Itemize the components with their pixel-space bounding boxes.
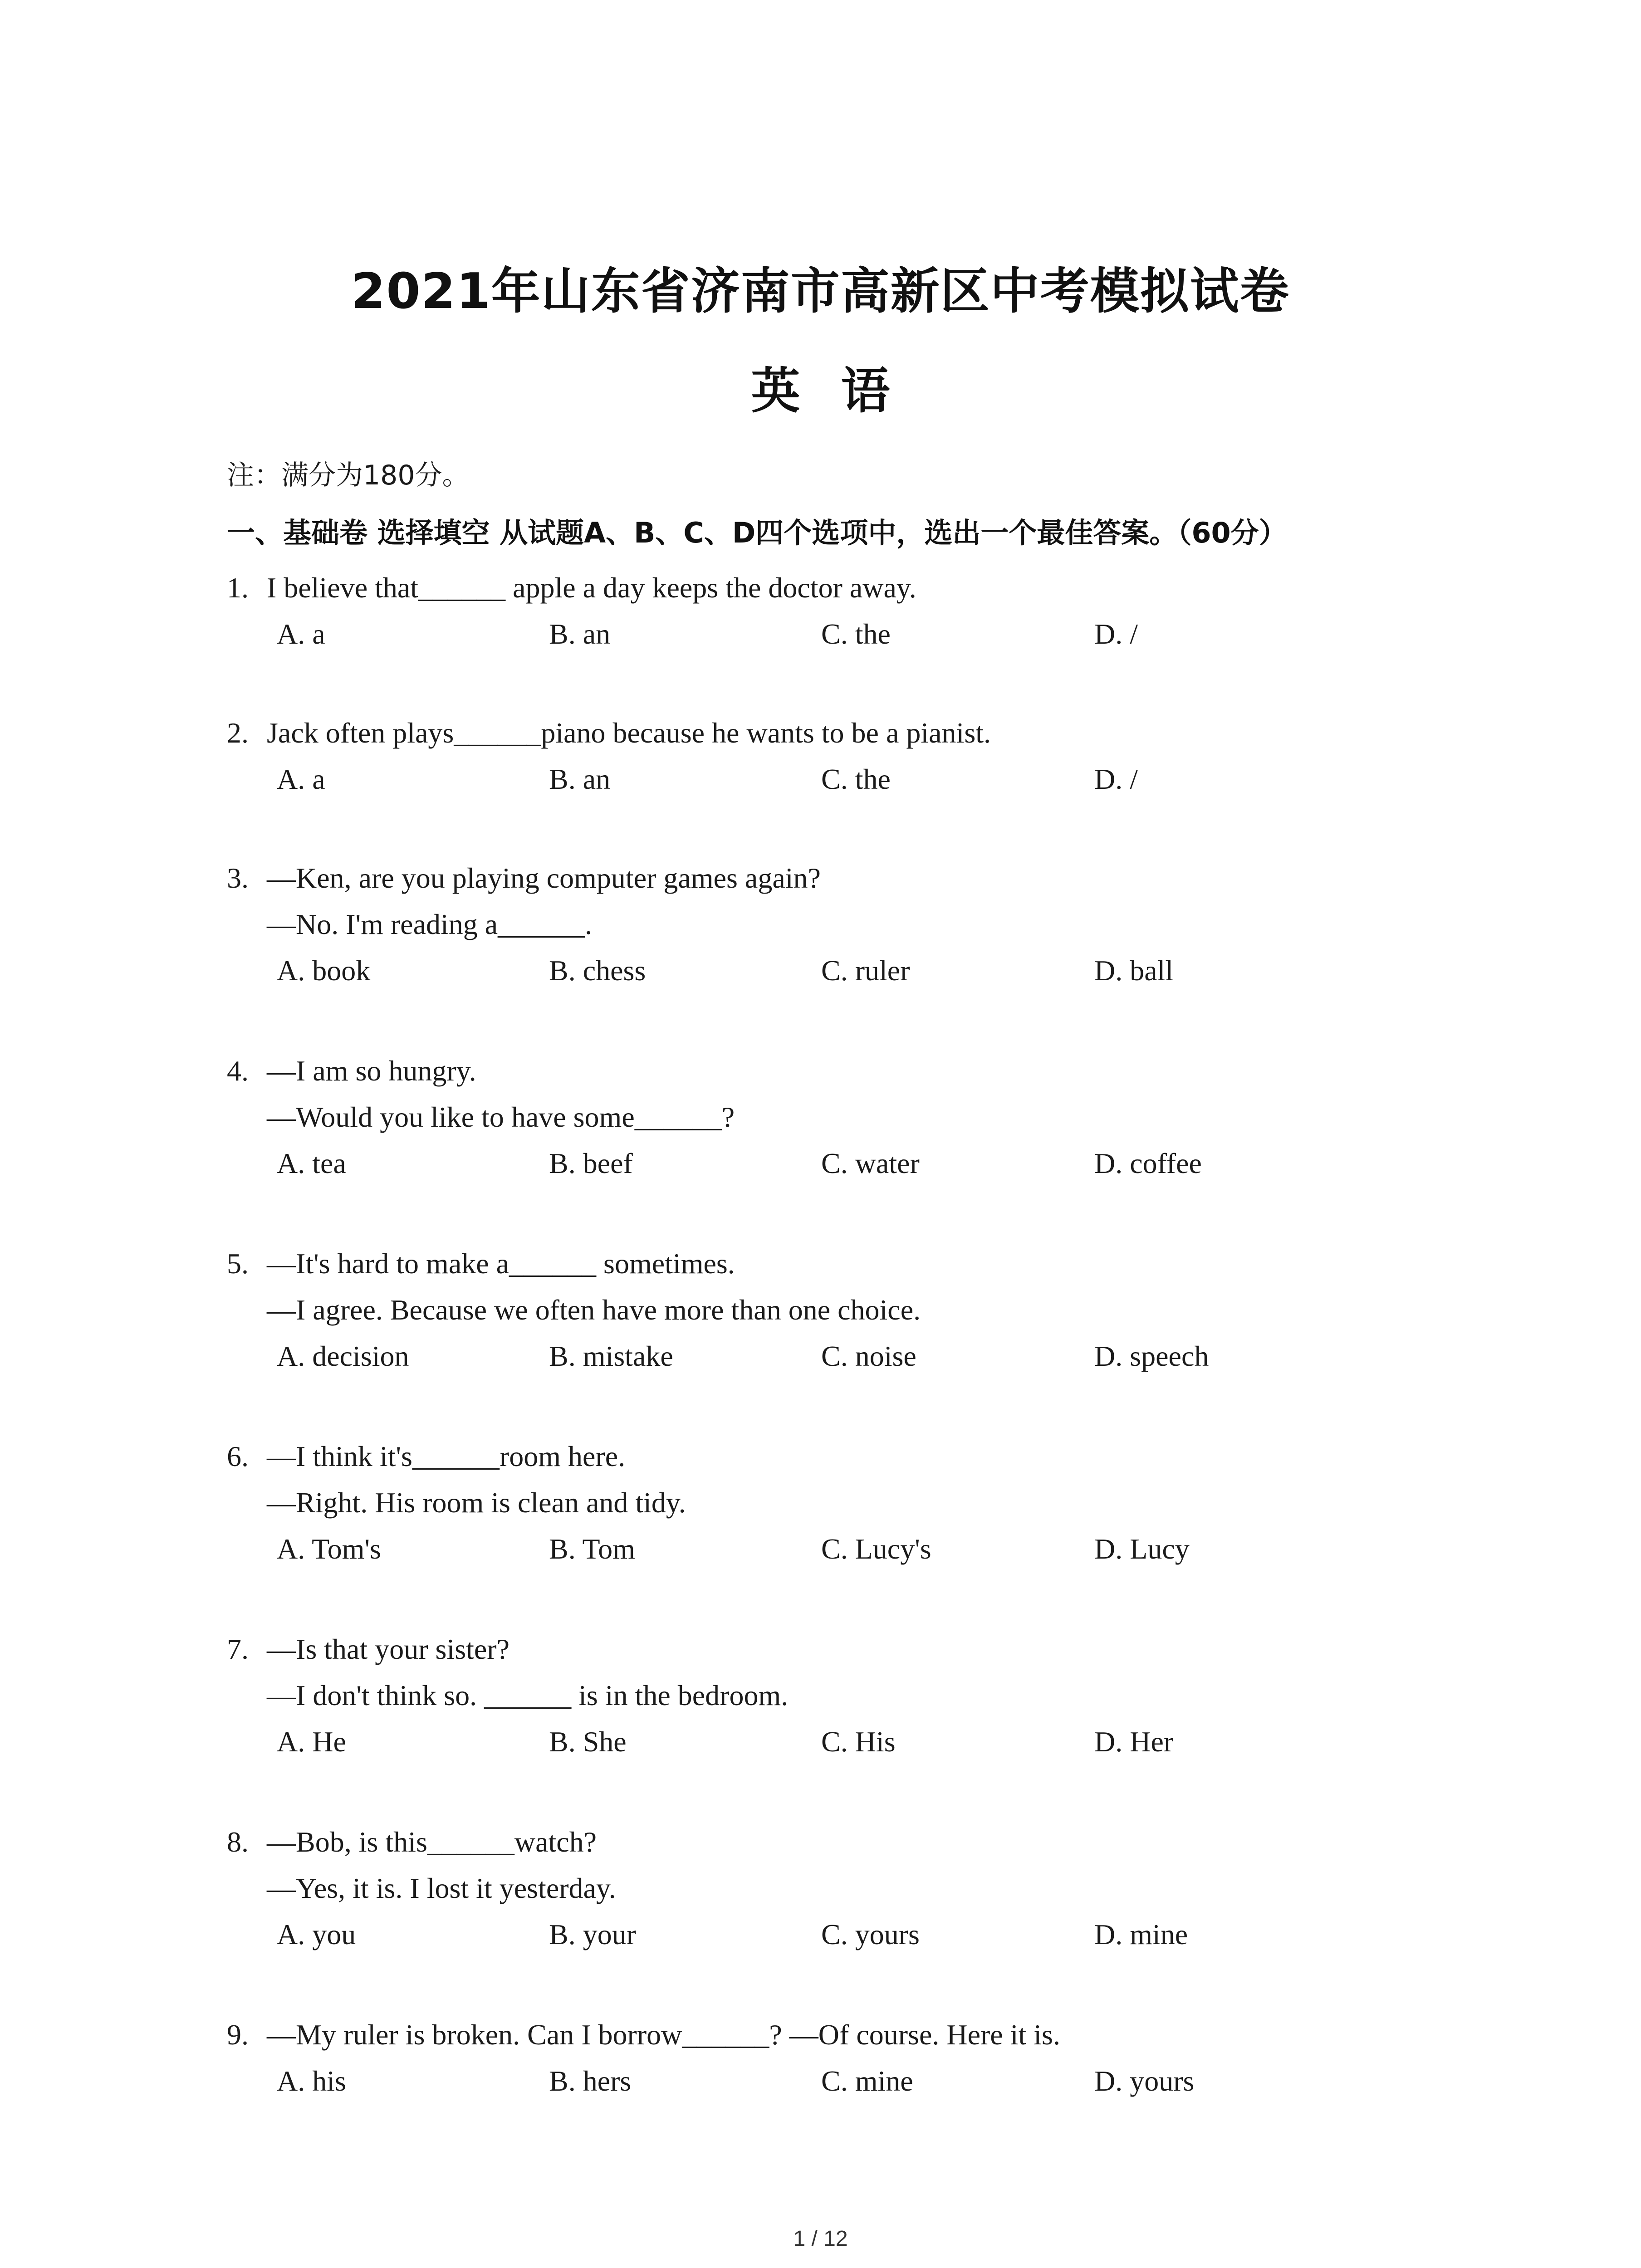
- question-stem-line: [227, 1287, 1452, 1333]
- option-row: [227, 948, 1452, 994]
- question-stem-line: [227, 1480, 1452, 1526]
- option-c: C. mine: [821, 2065, 913, 2097]
- question-stem: [227, 710, 1452, 756]
- option-a: A. book: [277, 954, 371, 987]
- option-b: B. hers: [549, 2065, 632, 2097]
- option-row: [227, 611, 1452, 657]
- question-text: —I am so hungry.: [267, 1055, 476, 1087]
- question-5: [227, 1241, 1452, 1379]
- question-stem: [227, 855, 1452, 901]
- question-stem: [227, 1241, 1452, 1287]
- question-text: —Yes, it is. I lost it yesterday.: [267, 1872, 616, 1904]
- page-title: 2021年山东省济南市高新区中考模拟试卷: [351, 263, 1290, 320]
- question-1: [227, 565, 1452, 657]
- option-b: B. an: [549, 618, 611, 650]
- question-stem: [227, 2012, 1452, 2058]
- question-text: —I think it's______room here.: [267, 1440, 626, 1472]
- option-d: D. mine: [1094, 1918, 1188, 1950]
- question-stem-line: [227, 901, 1452, 948]
- score-note: 注：满分为180分。: [227, 459, 470, 491]
- option-d: D. speech: [1094, 1340, 1209, 1372]
- option-row: [227, 1526, 1452, 1572]
- option-c: C. water: [821, 1147, 920, 1179]
- question-text: I believe that______ apple a day keeps the doctor away.: [267, 572, 916, 604]
- option-row: [227, 1140, 1452, 1187]
- question-text: —It's hard to make a______ sometimes.: [267, 1247, 735, 1280]
- question-number: 8.: [227, 1826, 249, 1858]
- question-number: 2.: [227, 717, 249, 749]
- question-number: 4.: [227, 1055, 249, 1087]
- question-stem: [227, 1048, 1452, 1094]
- question-number: 6.: [227, 1440, 249, 1472]
- question-9: [227, 2012, 1452, 2104]
- question-number: 9.: [227, 2019, 249, 2051]
- option-a: A. decision: [277, 1340, 409, 1372]
- question-stem: [227, 1819, 1452, 1865]
- question-stem: [227, 565, 1452, 611]
- question-7: [227, 1626, 1452, 1765]
- question-number: 1.: [227, 572, 249, 604]
- question-text: —Is that your sister?: [267, 1633, 509, 1665]
- option-d: D. coffee: [1094, 1147, 1202, 1179]
- question-2: [227, 710, 1452, 802]
- option-d: D. /: [1094, 618, 1138, 650]
- question-stem-line: [227, 1865, 1452, 1911]
- option-row: [227, 1333, 1452, 1379]
- option-a: A. you: [277, 1918, 356, 1950]
- question-stem-line: [227, 1672, 1452, 1719]
- option-a: A. a: [277, 618, 325, 650]
- option-d: D. ball: [1094, 954, 1174, 987]
- option-c: C. noise: [821, 1340, 916, 1372]
- question-text: —Ken, are you playing computer games again?: [267, 862, 821, 894]
- question-stem-line: [227, 1094, 1452, 1140]
- option-d: D. Her: [1094, 1725, 1174, 1758]
- option-d: D. Lucy: [1094, 1533, 1190, 1565]
- option-row: [227, 756, 1452, 802]
- option-c: C. the: [821, 763, 891, 795]
- option-row: [227, 1911, 1452, 1958]
- option-c: C. His: [821, 1725, 896, 1758]
- subject-title: 英语: [751, 363, 931, 420]
- question-number: 7.: [227, 1633, 249, 1665]
- option-a: A. his: [277, 2065, 346, 2097]
- option-a: A. He: [277, 1725, 346, 1758]
- option-c: C. Lucy's: [821, 1533, 931, 1565]
- option-c: C. the: [821, 618, 891, 650]
- question-8: [227, 1819, 1452, 1958]
- option-a: A. tea: [277, 1147, 346, 1179]
- question-text: —Bob, is this______watch?: [267, 1826, 597, 1858]
- option-row: [227, 1719, 1452, 1765]
- question-stem: [227, 1433, 1452, 1480]
- option-b: B. Tom: [549, 1533, 635, 1565]
- question-number: 5.: [227, 1247, 249, 1280]
- option-d: D. /: [1094, 763, 1138, 795]
- option-c: C. yours: [821, 1918, 920, 1950]
- question-4: [227, 1048, 1452, 1187]
- question-text: —Would you like to have some______?: [267, 1101, 735, 1133]
- option-b: B. She: [549, 1725, 627, 1758]
- option-c: C. ruler: [821, 954, 910, 987]
- question-text: —No. I'm reading a______.: [267, 908, 593, 940]
- option-a: A. a: [277, 763, 325, 795]
- question-text: —I don't think so. ______ is in the bedroom.: [267, 1679, 789, 1711]
- question-text: Jack often plays______piano because he wants to be a pianist.: [267, 717, 991, 749]
- option-row: [227, 2058, 1452, 2104]
- option-b: B. beef: [549, 1147, 633, 1179]
- question-number: 3.: [227, 862, 249, 894]
- option-b: B. chess: [549, 954, 646, 987]
- question-6: [227, 1433, 1452, 1572]
- question-stem: [227, 1626, 1452, 1672]
- option-b: B. mistake: [549, 1340, 673, 1372]
- option-a: A. Tom's: [277, 1533, 381, 1565]
- section-heading: 一、基础卷 选择填空 从试题A、B、C、D四个选项中，选出一个最佳答案。（60分）: [227, 516, 1287, 549]
- question-3: [227, 855, 1452, 994]
- option-b: B. your: [549, 1918, 636, 1950]
- question-text: —I agree. Because we often have more than one choice.: [267, 1294, 921, 1326]
- question-text: —Right. His room is clean and tidy.: [267, 1486, 686, 1519]
- question-text: —My ruler is broken. Can I borrow______? —Of course. Here it is.: [267, 2019, 1060, 2051]
- option-b: B. an: [549, 763, 611, 795]
- option-d: D. yours: [1094, 2065, 1195, 2097]
- page-number: 1 / 12: [793, 2227, 848, 2251]
